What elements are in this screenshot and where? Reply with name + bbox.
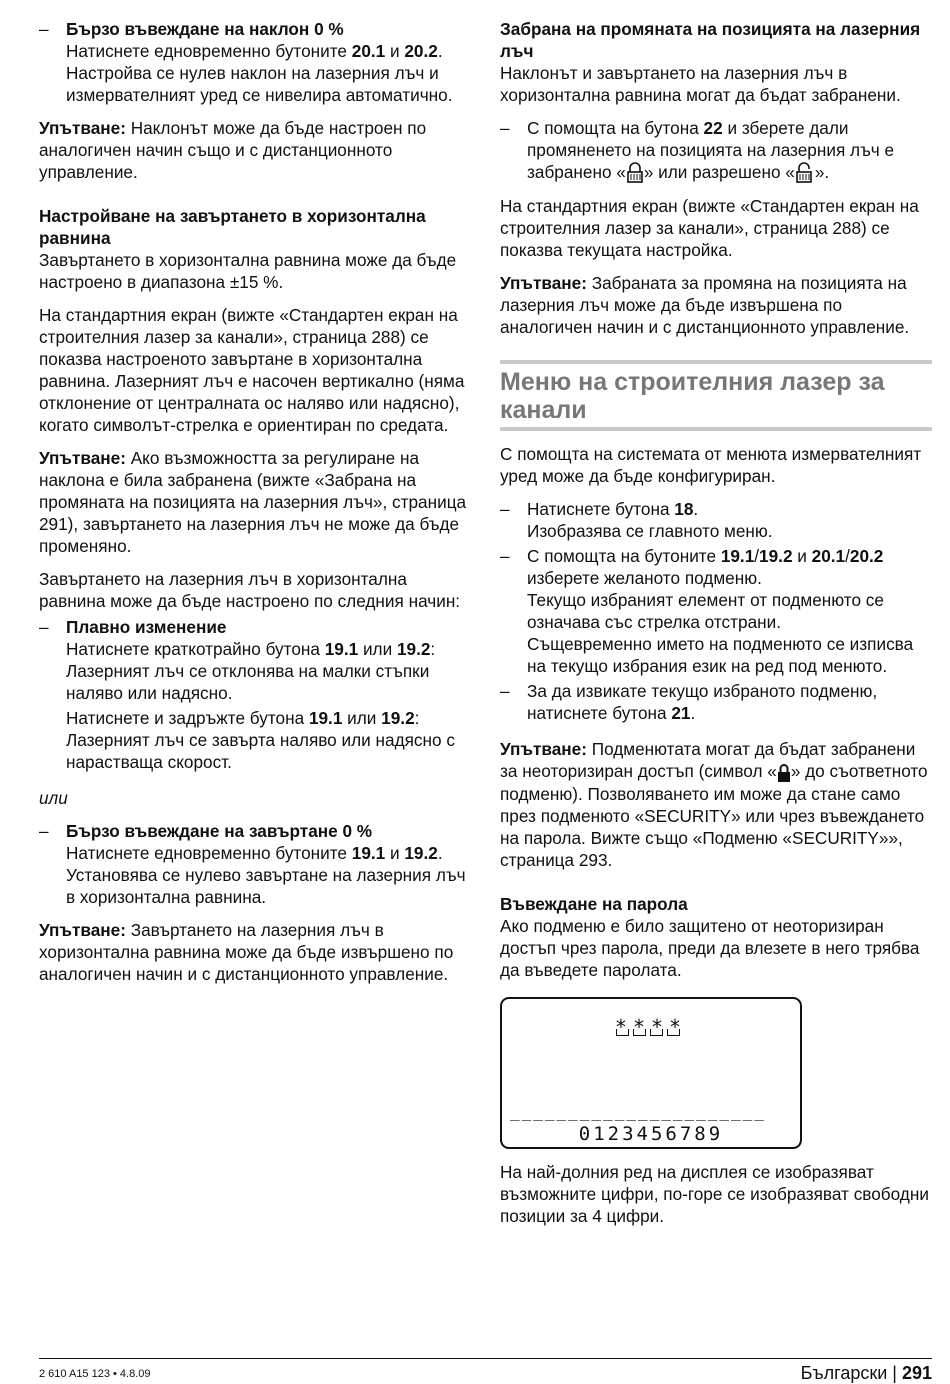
or-text: или <box>39 788 68 808</box>
list-dash: – <box>39 617 49 637</box>
digit-slots <box>616 1029 680 1036</box>
list-dash: – <box>39 821 49 841</box>
list-item-quick-tilt-zero <box>39 18 471 106</box>
list-item-text: Установява се нулево завъртане на лазерния лъч в хоризонтална равнина. <box>66 865 466 907</box>
note-paragraph: Упътване: Ако възможността за регулиране на наклона е била забранена (вижте «Забрана на промяната на позицията на лазерния лъч», страница 291), завъртането на лазерния лъч не може да бъде променяно. <box>39 448 467 556</box>
padlock-open-icon <box>795 162 815 184</box>
paragraph: С помощта на системата от менюта измервателният уред може да бъде конфигуриран. <box>500 444 922 487</box>
list-item-text: Лазерният лъч се завърта наляво или надясно с нарастваща скорост. <box>66 730 455 772</box>
note-paragraph: Упътване: Наклонът може да бъде настроен по аналогичен начин също и с дистанционното управление. <box>39 118 427 182</box>
subheading-position-lock: Забрана на промяната на позицията на лазерния лъч <box>500 19 921 61</box>
paragraph: На стандартния екран (вижте «Стандартен екран на строителния лазер за канали», страница 288) се показва настроеното завъртане в хоризонтална равнина. Лазерният лъч е насочен вертикално (няма отклонение от централната ос наляво или надясно), когато символът-стрелка е ориентиран по средата. <box>39 305 465 435</box>
right-column <box>500 18 932 1238</box>
padlock-closed-icon <box>626 162 644 184</box>
list-dash: – <box>500 499 510 520</box>
list-dash: – <box>500 681 510 702</box>
list-item-title: Бързо въвеждане на завъртане 0 % <box>66 821 373 841</box>
padlock-icon <box>777 763 791 783</box>
password-stars: **** <box>614 1014 688 1039</box>
footer-doc-number: 2 610 A15 123 • 4.8.09 <box>39 1368 151 1380</box>
paragraph: Ако подменю е било защитено от неоторизиран достъп чрез парола, преди да влезете в него трябва да въведете паролата. <box>500 915 920 980</box>
section-title: Меню на строителния лазер за канали <box>500 368 885 425</box>
list-item-smooth-change <box>39 616 471 773</box>
list-item-text: Натиснете краткотрайно бутона 19.1 или 19.2: <box>66 639 436 659</box>
list-item-text: Натиснете и задръжте бутона 19.1 или 19.2: <box>66 708 420 728</box>
password-display <box>500 997 802 1149</box>
list-dash: – <box>39 19 49 39</box>
subheading-rotation: Настройване на завъртането в хоризонтална равнина <box>39 206 426 248</box>
left-column <box>39 18 471 996</box>
note-paragraph: Упътване: Подменютата могат да бъдат забранени за неоторизиран достъп (символ « » до съответното подменю). Позволяването им може да стане само през подменюто «SECURITY» или чрез въвеждането на парола. Вижте също «Подменю «SECURITY»», страница 293. <box>500 739 928 870</box>
list-item-title: Плавно изменение <box>66 617 227 637</box>
note-paragraph: Упътване: Завъртането на лазерния лъч в хоризонтална равнина може да бъде извършено по аналогичен начин и с дистанционното управление. <box>39 920 454 984</box>
list-item-text: Настройва се нулев наклон на лазерния лъч и измервателният уред се нивелира автоматично. <box>66 63 453 105</box>
display-dashes: ______________________ <box>510 1101 766 1121</box>
subheading-password: Въвеждане на парола <box>500 893 688 914</box>
list-item-title: Бързо въвеждане на наклон 0 % <box>66 19 344 39</box>
paragraph: На най-долния ред на дисплея се изобразяват възможните цифри, по-горе се изобразяват свободни позиции за 4 цифри. <box>500 1161 929 1226</box>
list-dash: – <box>500 546 510 567</box>
list-item-press-21: – За да извикате текущо избраното подменю, натиснете бутона 21. <box>500 681 878 724</box>
footer-page-label: Български | 291 <box>800 1363 932 1383</box>
paragraph: Наклонът и завъртането на лазерния лъч в хоризонтална равнина могат да бъдат забранени. <box>500 63 901 105</box>
page-footer <box>39 1358 932 1383</box>
list-item-press-18: – Натиснете бутона 18. Изобразява се главното меню. <box>500 499 773 542</box>
list-item-text: Натиснете едновременно бутоните 20.1 и 20.2. <box>66 41 443 61</box>
paragraph: На стандартния екран (вижте «Стандартен екран на строителния лазер за канали», страница 288) се показва текущата настройка. <box>500 196 919 261</box>
list-item-text: Натиснете едновременно бутоните 19.1 и 19.2. <box>66 843 443 863</box>
paragraph: Завъртането на лазерния лъч в хоризонтална равнина може да бъде настроено по следния начин: <box>39 569 461 611</box>
list-item-text: Лазерният лъч се отклонява на малки стъпки наляво или надясно. <box>66 661 430 703</box>
list-item-quick-rotation-zero <box>39 820 471 908</box>
section-header <box>500 360 932 431</box>
list-item-lock-button: – С помощта на бутона 22 и зберете дали промяненето на позицията на лазерния лъч е забранено « » или разрешено « ». <box>500 117 932 184</box>
paragraph: Завъртането в хоризонтална равнина може да бъде настроено в диапазона ±15 %. <box>39 250 457 292</box>
list-dash: – <box>500 118 510 138</box>
list-item-select-submenu: – С помощта на бутоните 19.1/19.2 и 20.1/20.2 изберете желаното подменю. Текущо избраният елемент от подменюто се означава със стрелка отстрани. Същевременно името на подменюто се изписва на текущо избрания език на ред под менюто. <box>500 546 914 677</box>
note-paragraph: Упътване: Забраната за промяна на позицията на лазерния лъч може да бъде извършена по аналогичен начин и с дистанционното управление. <box>500 273 910 338</box>
digit-row: 0123456789 <box>578 1122 724 1145</box>
